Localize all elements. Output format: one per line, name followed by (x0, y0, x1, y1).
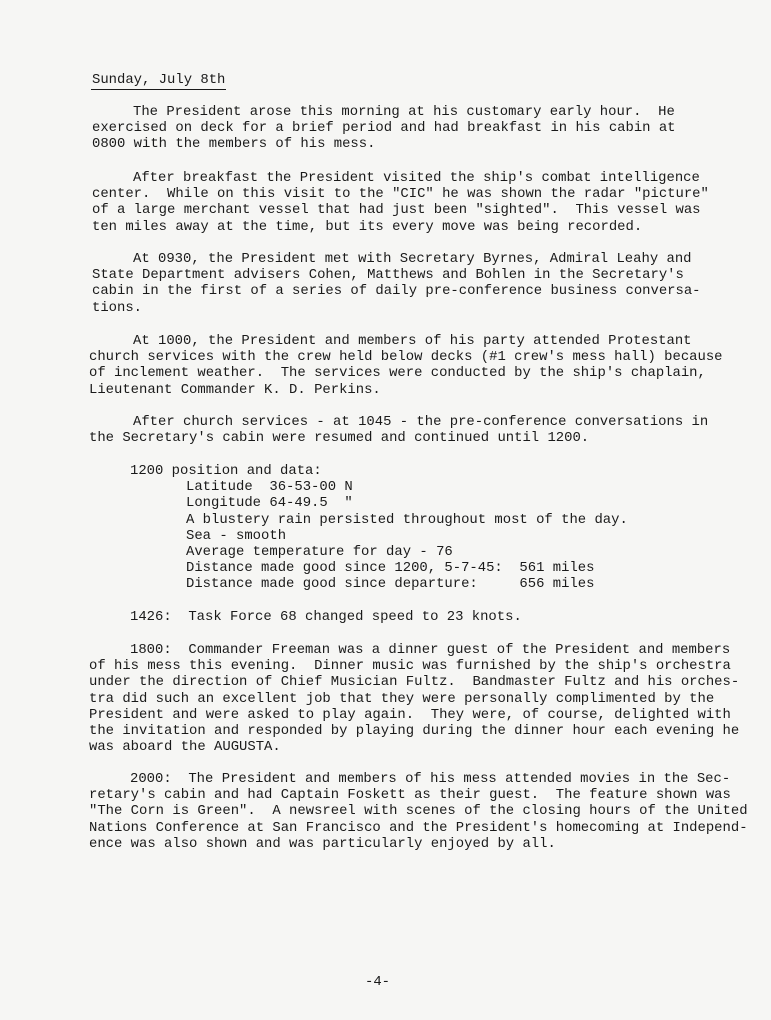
text-line: 1426: Task Force 68 changed speed to 23 knots. (130, 609, 522, 625)
text-line: 1200 position and data: (130, 463, 322, 479)
text-line: Longitude 64-49.5 " (186, 495, 353, 512)
text-line: 2000: The President and members of his mess attended movies in the Sec- (130, 771, 731, 787)
text-line: A blustery rain persisted throughout most of the day. (186, 511, 628, 528)
text-line: of his mess this evening. Dinner music was furnished by the ship's orchestra (89, 658, 731, 675)
text-line: cabin in the first of a series of daily pre-conference business conversa- (92, 283, 701, 300)
text-line: the Secretary's cabin were resumed and continued until 1200. (89, 430, 590, 447)
date-heading: Sunday, July 8th (92, 72, 226, 88)
text-line: Nations Conference at San Francisco and the President's homecoming at Independ- (89, 819, 748, 836)
text-line: Latitude 36-53-00 N (186, 479, 353, 496)
text-line: the invitation and responded by playing during the dinner hour each evening he (89, 723, 740, 739)
text-line: tions. (92, 299, 143, 316)
text-line: of inclement weather. The services were conducted by the ship's chaplain, (89, 365, 706, 382)
text-line: center. While on this visit to the "CIC" he was shown the radar "picture" (92, 186, 709, 203)
text-line: of a large merchant vessel that had just been "sighted". This vessel was (92, 202, 701, 219)
text-line: At 1000, the President and members of his party attended Protestant (133, 333, 692, 349)
text-line: tra did such an excellent job that they were personally complimented by the (89, 690, 715, 707)
text-line: Sea - smooth (186, 527, 287, 544)
text-line: Lieutenant Commander K. D. Perkins. (89, 381, 381, 398)
text-line: Distance made good since departure: 656 miles (186, 576, 595, 593)
text-line: "The Corn is Green". A newsreel with scenes of the closing hours of the United (89, 803, 748, 820)
text-line: Average temperature for day - 76 (186, 544, 453, 560)
text-line: After breakfast the President visited the ship's combat intelligence (133, 170, 700, 186)
text-line: under the direction of Chief Musician Fultz. Bandmaster Fultz and his orches- (89, 674, 740, 691)
text-line: was aboard the AUGUSTA. (89, 739, 281, 756)
text-line: exercised on deck for a brief period and had breakfast in his cabin at (92, 120, 676, 137)
text-line: At 0930, the President met with Secretary Byrnes, Admiral Leahy and (133, 251, 692, 267)
page-number: -4- (365, 974, 391, 990)
heading-underline (91, 89, 226, 90)
text-line: President and were asked to play again. They were, of course, delighted with (89, 706, 731, 723)
text-line: Distance made good since 1200, 5-7-45: 561 miles (186, 560, 595, 577)
text-line: ten miles away at the time, but its every move was being recorded. (92, 218, 643, 235)
text-line: ence was also shown and was particularly enjoyed by all. (89, 835, 556, 852)
text-line: 1800: Commander Freeman was a dinner guest of the President and members (130, 642, 731, 658)
text-line: State Department advisers Cohen, Matthews and Bohlen in the Secretary's (92, 267, 684, 284)
text-line: The President arose this morning at his customary early hour. He (133, 104, 675, 120)
text-line: After church services - at 1045 - the pre-conference conversations in (133, 414, 709, 430)
text-line: church services with the crew held below decks (#1 crew's mess hall) because (89, 349, 723, 366)
text-line: 0800 with the members of his mess. (92, 136, 376, 153)
text-line: retary's cabin and had Captain Foskett as their guest. The feature shown was (89, 787, 731, 804)
